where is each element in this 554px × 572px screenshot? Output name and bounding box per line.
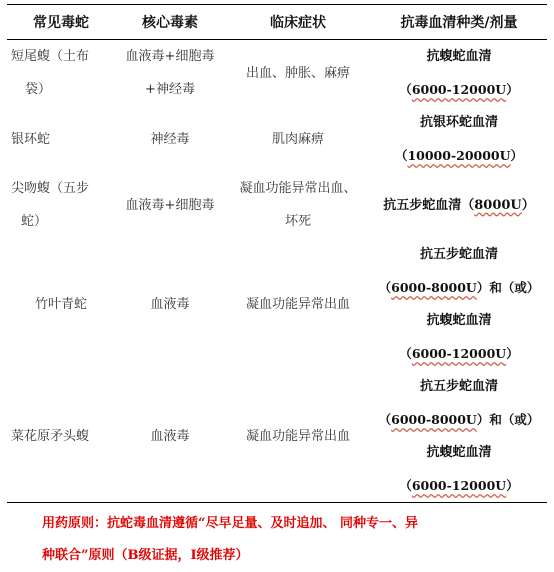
medication-principle-note	[42, 508, 512, 572]
cell-snake: 银环蛇	[11, 131, 51, 147]
cell-toxin: 血液毒+细胞毒	[125, 197, 215, 213]
header-snake: 常见毒蛇	[7, 5, 115, 40]
cell-snake: 菜花原矛头蝮	[7, 370, 115, 503]
cell-snake: 竹叶青蛇	[34, 296, 87, 312]
table-row	[7, 40, 547, 107]
note-line-1: 用药原则：抗蛇毒血清遵循“尽早足量、及时追加、 同种专一、异	[42, 516, 419, 531]
table-header-row	[7, 5, 547, 40]
cell-serum: 抗蝮蛇血清 （6000-12000U）	[399, 49, 519, 97]
header-symptom: 临床症状	[225, 5, 371, 40]
cell-serum: 抗五步蛇血清（8000U）	[383, 197, 535, 213]
cell-symptom: 出血、肿胀、麻痹	[245, 65, 350, 81]
cell-symptom: 肌肉麻痹	[271, 131, 324, 147]
antivenom-table-container	[7, 4, 547, 503]
note-line-2: 种联合”原则（B级证据，I级推荐）	[42, 548, 249, 563]
cell-toxin: 神经毒	[150, 131, 190, 147]
table-row	[7, 106, 547, 172]
cell-symptom: 凝血功能异常出血	[225, 370, 371, 503]
cell-snake: 短尾蝮（土布 袋）	[11, 49, 90, 97]
antivenom-table	[7, 4, 547, 503]
table-row	[7, 370, 547, 503]
header-toxin: 核心毒素	[115, 5, 225, 40]
header-serum-dose: 抗毒血清种类/剂量	[371, 5, 547, 40]
table-row	[7, 172, 547, 238]
cell-serum: 抗五步蛇血清 （6000-8000U）和（或） 抗蝮蛇血清 （6000-12000U）	[378, 247, 540, 361]
cell-toxin: 血液毒+细胞毒 +神经毒	[125, 49, 215, 97]
cell-toxin: 血液毒	[150, 296, 190, 312]
table-row	[7, 238, 547, 370]
cell-snake: 尖吻蝮（五步 蛇）	[11, 181, 90, 229]
cell-serum: 抗银环蛇血清 （10000-20000U）	[394, 115, 524, 163]
cell-toxin: 血液毒	[115, 370, 225, 503]
cell-symptom: 凝血功能异常出血	[245, 296, 350, 312]
cell-symptom: 凝血功能异常出血、 坏死	[239, 181, 357, 229]
cell-serum: 抗五步蛇血清 （6000-8000U）和（或） 抗蝮蛇血清 （6000-12000U）	[371, 370, 547, 503]
